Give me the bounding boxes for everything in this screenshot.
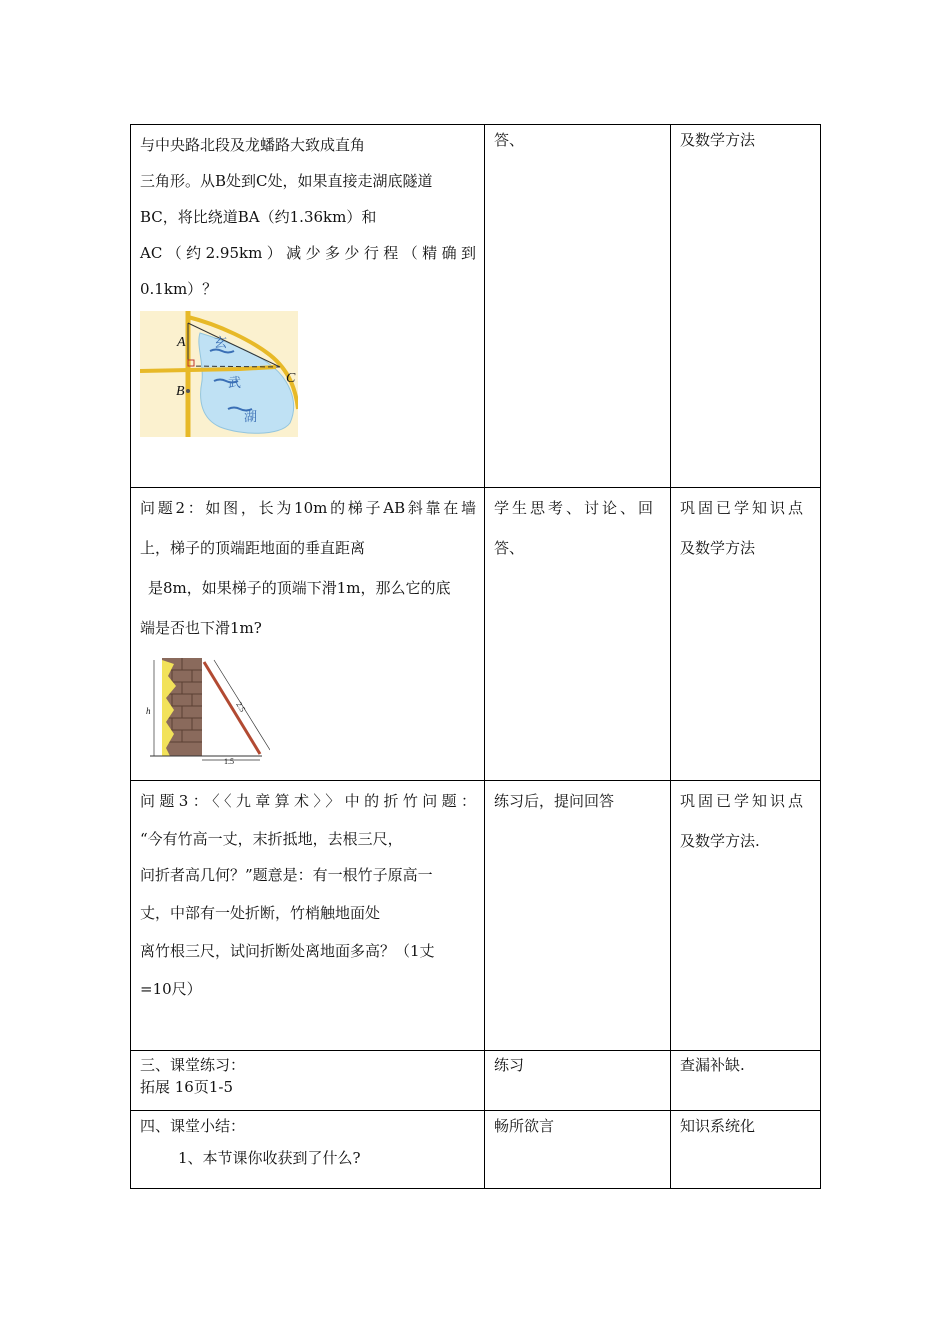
- table-row: [131, 1051, 821, 1111]
- label-h: h: [146, 706, 151, 716]
- text-line: 畅所欲言: [494, 1117, 555, 1135]
- text-line: 拓展 16页1-5: [140, 1078, 234, 1096]
- text-line: 答、: [494, 131, 525, 149]
- text-line: 问折者高几何？”题意是：有一根竹子原高一: [140, 866, 433, 884]
- text-line: 及数学方法.: [680, 832, 760, 850]
- text-line: AC（约2.95km）减少多少行程（精确到: [140, 244, 476, 262]
- text-line: 及数学方法: [680, 131, 756, 149]
- label-b: B: [176, 384, 185, 399]
- intent-cell: [671, 488, 821, 781]
- problem-cell: [131, 488, 485, 781]
- text-line: 查漏补缺.: [680, 1056, 745, 1074]
- lake-map-figure: [140, 311, 298, 437]
- activity-cell: [485, 1051, 671, 1111]
- ladder-line: [204, 662, 260, 754]
- table-row: [131, 1111, 821, 1189]
- text-line: 丈，中部有一处折断，竹梢触地面处: [140, 904, 381, 922]
- label-c: C: [286, 371, 296, 386]
- text-line: 是8m，如果梯子的顶端下滑1m，那么它的底: [148, 579, 451, 597]
- text-line: 知识系统化: [680, 1117, 756, 1135]
- point-b: [186, 389, 190, 393]
- text-line: BC，将比绕道BA（约1.36km）和: [140, 208, 377, 226]
- lake-char-1: 玄: [214, 336, 228, 351]
- activity-cell: [485, 781, 671, 1051]
- text-line: 问题3：〈〈九章算术〉〉中的折竹问题：: [140, 792, 476, 810]
- text-line: 三、课堂练习：: [140, 1056, 246, 1074]
- problem-cell: [131, 1111, 485, 1189]
- problem-cell: [131, 125, 485, 488]
- text-line: =10尺）: [140, 980, 202, 998]
- intent-cell: [671, 125, 821, 488]
- label-length: 2.5: [234, 700, 248, 714]
- text-line: 答、: [494, 539, 525, 557]
- intent-cell: [671, 1051, 821, 1111]
- text-line: 离竹根三尺，试问折断处离地面多高？（1丈: [140, 942, 435, 960]
- text-line: 三角形。从B处到C处，如果直接走湖底隧道: [140, 172, 433, 190]
- lake-char-3: 湖: [244, 410, 258, 425]
- problem-cell: [131, 1051, 485, 1111]
- text-line: 上，梯子的顶端距地面的垂直距离: [140, 539, 366, 557]
- text-line: 与中央路北段及龙蟠路大致成直角: [140, 136, 366, 154]
- text-line: 四、课堂小结：: [140, 1117, 246, 1135]
- table-row: [131, 488, 821, 781]
- intent-cell: [671, 781, 821, 1051]
- text-line: 巩固已学知识点: [680, 499, 807, 517]
- text-line: 及数学方法: [680, 539, 756, 557]
- table-row: [131, 125, 821, 488]
- lake-char-2: 武: [228, 376, 242, 391]
- lesson-plan-table: [130, 124, 821, 1189]
- text-line: 0.1km）？: [140, 280, 218, 298]
- text-line: 练习后，提问回答: [494, 792, 615, 810]
- activity-cell: [485, 488, 671, 781]
- text-line: “今有竹高一丈，末折抵地，去根三尺，: [140, 830, 403, 848]
- table-row: [131, 781, 821, 1051]
- text-line: 巩固已学知识点: [680, 792, 807, 810]
- text-line: 练习: [494, 1056, 525, 1074]
- label-a: A: [177, 335, 186, 350]
- text-line: 问题2：如图，长为10m的梯子AB斜靠在墙: [140, 499, 476, 517]
- label-base: 1.5: [224, 757, 234, 764]
- ladder-figure: [140, 656, 270, 764]
- intent-cell: [671, 1111, 821, 1189]
- text-line: 端是否也下滑1m?: [140, 619, 262, 637]
- activity-cell: [485, 125, 671, 488]
- activity-cell: [485, 1111, 671, 1189]
- text-line: 1、本节课你收获到了什么?: [178, 1149, 361, 1167]
- text-line: 学生思考、讨论、回: [494, 499, 657, 517]
- problem-cell: [131, 781, 485, 1051]
